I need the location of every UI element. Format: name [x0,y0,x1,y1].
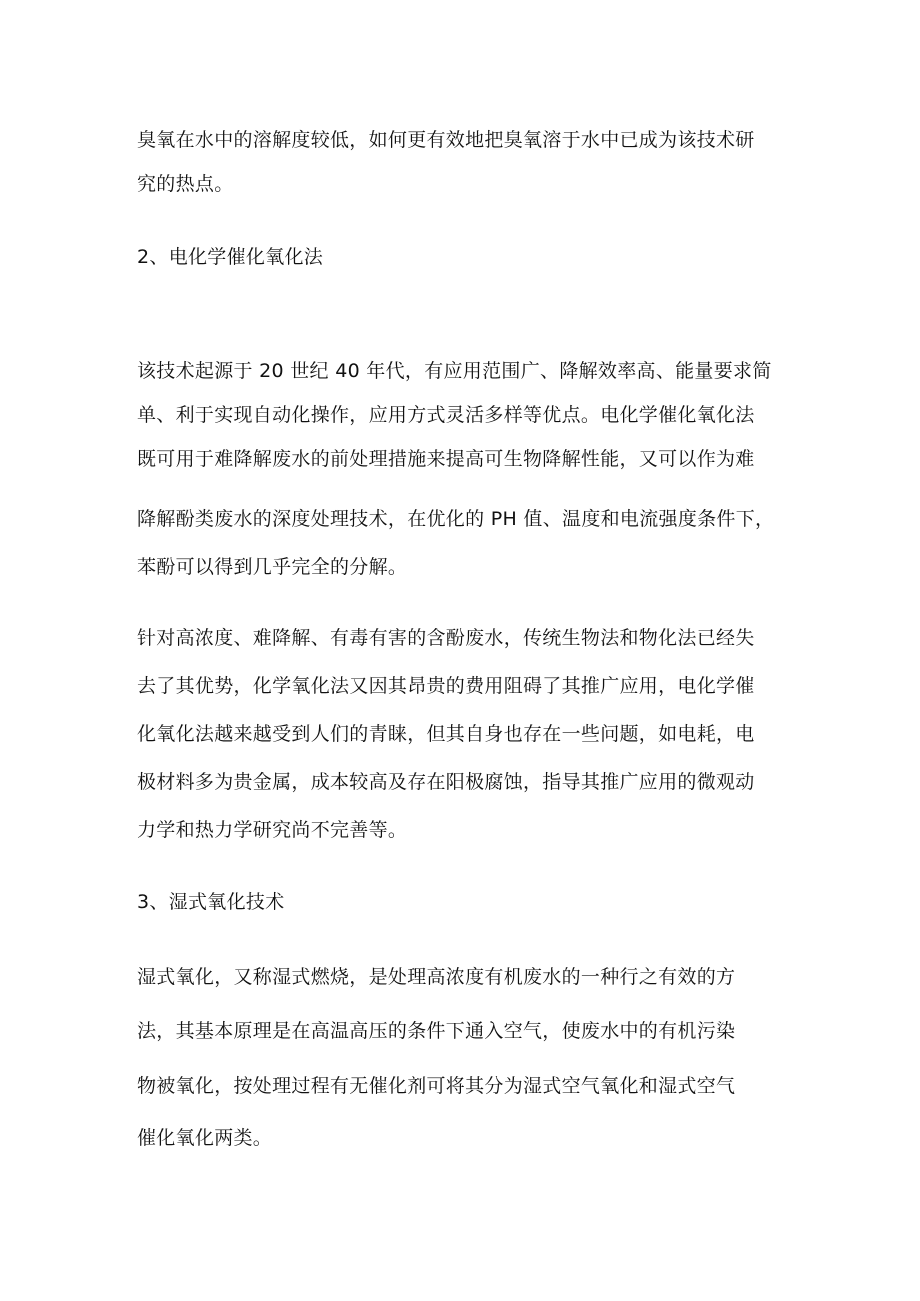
paragraph-3-line-4: 极材料多为贵金属，成本较高及存在阳极腐蚀，指导其推广应用的微观动 [137,771,755,793]
paragraph-2-line-2: 单、利于实现自动化操作，应用方式灵活多样等优点。电化学催化氧化法 [137,404,755,426]
paragraph-2-line-1: 该技术起源于 20 世纪 40 年代，有应用范围广、降解效率高、能量要求简 [137,360,772,382]
paragraph-3-line-2: 去了其优势，化学氧化法又因其昂贵的费用阻碍了其推广应用，电化学催 [137,675,755,697]
paragraph-3-line-1: 针对高浓度、难降解、有毒有害的含酚废水，传统生物法和物化法已经失 [137,627,755,649]
paragraph-3-line-3: 化氧化法越来越受到人们的青睐，但其自身也存在一些问题，如电耗，电 [137,723,755,745]
paragraph-1-line-2: 究的热点。 [137,173,234,195]
paragraph-4-line-4: 催化氧化两类。 [137,1127,273,1149]
paragraph-2-line-3: 既可用于难降解废水的前处理措施来提高可生物降解性能，又可以作为难 [137,448,755,470]
paragraph-4-line-1: 湿式氧化，又称湿式燃烧，是处理高浓度有机废水的一种行之有效的方 [137,966,736,988]
section-heading-3: 3、湿式氧化技术 [137,891,285,913]
paragraph-1-line-1: 臭氧在水中的溶解度较低，如何更有效地把臭氧溶于水中已成为该技术研 [137,129,755,151]
section-heading-2: 2、电化学催化氧化法 [137,246,324,268]
paragraph-2-line-4: 降解酚类废水的深度处理技术，在优化的 PH 值、温度和电流强度条件下， [137,508,775,530]
paragraph-2-line-5: 苯酚可以得到几乎完全的分解。 [137,556,408,578]
paragraph-4-line-3: 物被氧化，按处理过程有无催化剂可将其分为湿式空气氧化和湿式空气 [137,1075,736,1097]
paragraph-4-line-2: 法，其基本原理是在高温高压的条件下通入空气，使废水中的有机污染 [137,1020,736,1042]
paragraph-3-line-5: 力学和热力学研究尚不完善等。 [137,819,408,841]
